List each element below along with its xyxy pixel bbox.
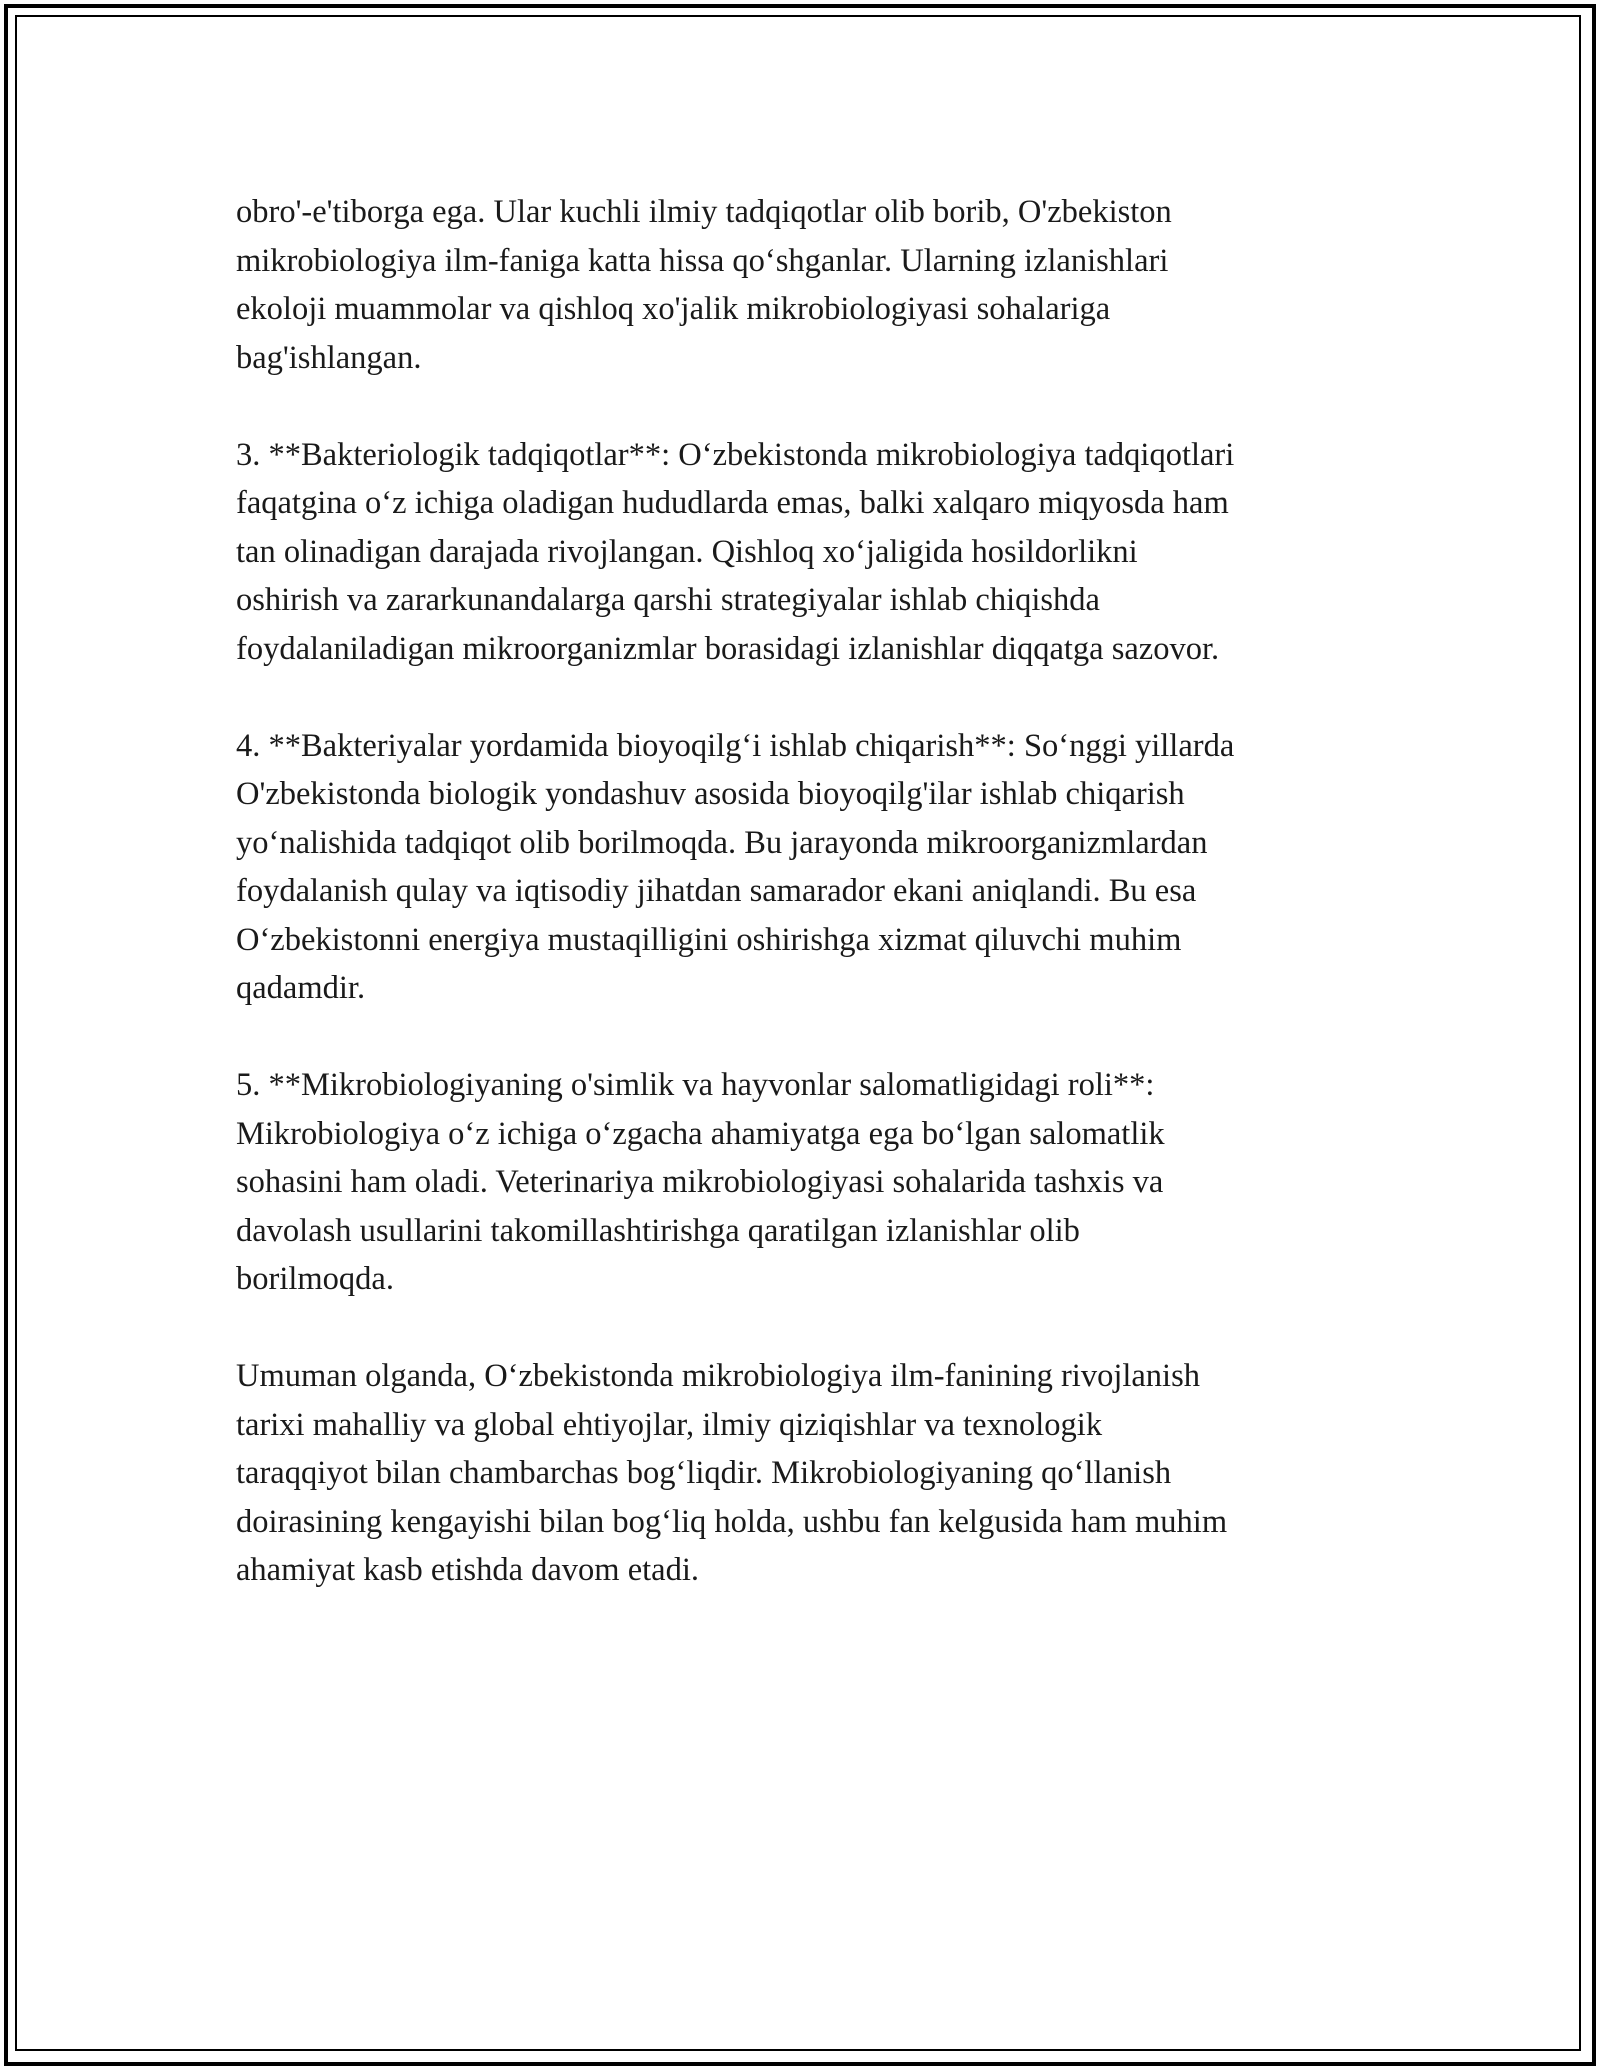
paragraph-biofuel-production: 4. **Bakteriyalar yordamida bioyoqilg‘i ishlab chiqarish**: So‘nggi yillarda O'zbekistonda biologik yondashuv asosida bioyoqilg'ilar ishlab chiqarish yo‘nalishida tadqiqot olib borilmoqda. Bu jarayonda mikroorganizmlardan foydalanish qulay va iqtisodiy jihatdan samarador ekani aniqlandi. Bu esa O‘zbekistonni energiya mustaqilligini oshirishga xizmat qiluvchi muhim qadamdir.: [236, 727, 1235, 1006]
document-body: [236, 188, 1406, 1643]
paragraph-continuation: obro'-e'tiborga ega. Ular kuchli ilmiy tadqiqotlar olib borib, O'zbekiston mikrobiologiya ilm-faniga katta hissa qo‘shganlar. Ularning izlanishlari ekoloji muammolar va qishloq xo'jalik mikrobiologiyasi sohalariga bag'ishlangan.: [236, 194, 1172, 376]
paragraph-conclusion: Umuman olganda, O‘zbekistonda mikrobiologiya ilm-fanining rivojlanish tarixi mahalliy va global ehtiyojlar, ilmiy qiziqishlar va texnologik taraqqiyot bilan chambarchas bog‘liqdir. Mikrobiologiyaning qo‘llanish doirasining kengayishi bilan bog‘liq holda, ushbu fan kelgusida ham muhim ahamiyat kasb etishda davom etadi.: [236, 1358, 1228, 1588]
paragraph-plant-animal-health: 5. **Mikrobiologiyaning o'simlik va hayvonlar salomatligidagi roli**: Mikrobiologiya o‘z ichiga o‘zgacha ahamiyatga ega bo‘lgan salomatlik sohasini ham oladi. Veterinariya mikrobiologiyasi sohalarida tashxis va davolash usullarini takomillashtirishga qaratilgan izlanishlar olib borilmoqda.: [236, 1067, 1165, 1297]
paragraph-bacteriological-research: 3. **Bakteriologik tadqiqotlar**: O‘zbekistonda mikrobiologiya tadqiqotlari faqatgina o‘z ichiga oladigan hududlarda emas, balki xalqaro miqyosda ham tan olinadigan darajada rivojlangan. Qishloq xo‘jaligida hosildorlikni oshirish va zararkunandalarga qarshi strategiyalar ishlab chiqishda foydalaniladigan mikroorganizmlar borasidagi izlanishlar diqqatga sazovor.: [236, 436, 1235, 667]
